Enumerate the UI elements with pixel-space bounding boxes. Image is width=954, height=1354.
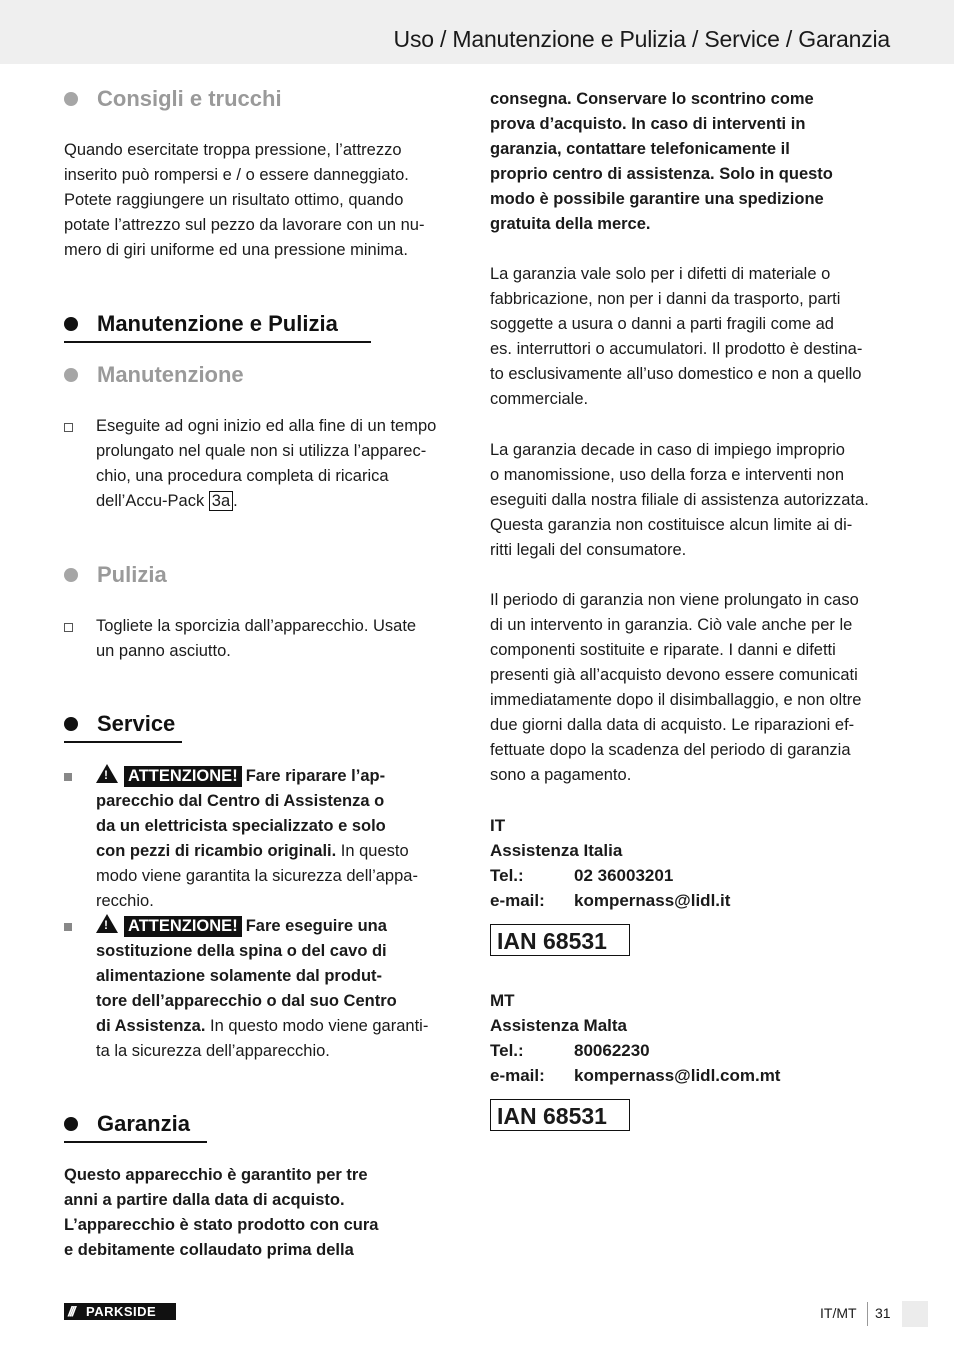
ian-box: IAN 68531 xyxy=(490,1099,630,1131)
email-link[interactable]: kompernass@lidl.it xyxy=(574,891,731,910)
service-warning-2: ! ATTENZIONE! Fare eseguire una sostituzione della spina o del cavo di alimentazione solamente dal produt- tore dell’apparecchio o dal suo Centro di Assistenza. In questo modo viene garanti- ta la sicurezza dell’apparecchio. xyxy=(96,914,428,1064)
tips-paragraph: Quando esercitate troppa pressione, l’attrezzo inserito può rompersi e / o essere danneggiato. Potete raggiungere un risultato ottimo, quando potate l’attrezzo sul pezzo da lavorare con un nu- mero di giri uniforme ed una pressione minima. xyxy=(64,141,425,259)
page-number: 31 xyxy=(875,1305,891,1321)
warranty-bold-paragraph: Questo apparecchio è garantito per tre anni a partire dalla data di acquisto. L’apparecchio è stato prodotto con cura e debitamente collaudato prima della xyxy=(64,1166,379,1259)
figure-reference: 3a xyxy=(209,491,233,511)
bullet-dot-icon xyxy=(64,568,78,582)
phone-number[interactable]: 80062230 xyxy=(574,1041,650,1060)
maintenance-paragraph: Eseguite ad ogni inizio ed alla fine di un tempo prolungato nel quale non si utilizza l’apparec- chio, una procedura completa di ricarica dell’Accu-Pack 3a . xyxy=(96,417,437,510)
parkside-logo: /// PARKSIDE xyxy=(64,1303,176,1320)
contact-malta: MT Assistenza Malta Tel.: 80062230 e-mail: kompernass@lidl.com.mt xyxy=(490,988,627,1088)
language-code: IT/MT xyxy=(820,1305,857,1321)
filled-square-bullet-icon xyxy=(64,773,72,781)
heading-underline xyxy=(64,1141,207,1143)
footer-grey-block xyxy=(902,1301,928,1327)
square-bullet-icon xyxy=(64,423,73,432)
heading-underline xyxy=(64,741,182,743)
warranty-bold-continued: consegna. Conservare lo scontrino come prova d’acquisto. In caso di interventi in garanzia, contattare telefonicamente il proprio centro di assistenza. Solo in questo modo è possibile garantire una spedizione gratuita della merce. xyxy=(490,90,833,233)
page-title: Uso / Manutenzione e Pulizia / Service / Garanzia xyxy=(393,26,890,52)
bullet-dot-icon xyxy=(64,1117,78,1131)
square-bullet-icon xyxy=(64,623,73,632)
bullet-dot-icon xyxy=(64,717,78,731)
bullet-dot-icon xyxy=(64,92,78,106)
warranty-paragraph-2: La garanzia decade in caso di impiego improprio o manomissione, uso della forza e interventi non eseguiti dalla nostra filiale di assistenza autorizzata. Questa garanzia non costituisce alcun limite ai di- ritti legali del consumatore. xyxy=(490,441,869,559)
bullet-dot-icon xyxy=(64,368,78,382)
cleaning-paragraph: Togliete la sporcizia dall’apparecchio. Usate un panno asciutto. xyxy=(96,617,417,660)
warranty-paragraph-3: Il periodo di garanzia non viene prolungato in caso di un intervento in garanzia. Ciò vale anche per le componenti sostituite e riparate. I danni e difetti presenti già all’acquisto devono essere comunicati immediatamente dopo il disimballaggio, e non oltre due giorni dalla data di acquisto. Le riparazioni ef- fettuate dopo la scadenza del periodo di garanzia sono a pagamento. xyxy=(490,591,862,784)
service-warning-1: ! ATTENZIONE! Fare riparare l’ap- parecchio dal Centro di Assistenza o da un elettricista specializzato e solo con pezzi di ricambio originali. In questo modo viene garantita la sicurezza dell’appa- recchio. xyxy=(96,764,418,914)
warning-label: ATTENZIONE! xyxy=(124,766,242,787)
heading-underline xyxy=(64,341,371,343)
contact-italy: IT Assistenza Italia Tel.: 02 36003201 e-mail: kompernass@lidl.it xyxy=(490,813,622,913)
warning-triangle-icon: ! xyxy=(96,764,118,783)
ian-box: IAN 68531 xyxy=(490,924,630,956)
warranty-paragraph-1: La garanzia vale solo per i difetti di materiale o fabbricazione, non per i danni da trasporto, parti soggette a usura o danni a parti fragili come ad es. interruttori o accumulatori. Il prodotto è destina- to esclusivamente all’uso domestico e non a quello commerciale. xyxy=(490,265,863,408)
email-link[interactable]: kompernass@lidl.com.mt xyxy=(574,1066,781,1085)
bullet-dot-icon xyxy=(64,317,78,331)
footer-divider xyxy=(867,1302,868,1326)
warning-label: ATTENZIONE! xyxy=(124,916,242,937)
warning-triangle-icon: ! xyxy=(96,914,118,933)
phone-number[interactable]: 02 36003201 xyxy=(574,866,674,885)
filled-square-bullet-icon xyxy=(64,923,72,931)
page-header xyxy=(0,0,954,64)
